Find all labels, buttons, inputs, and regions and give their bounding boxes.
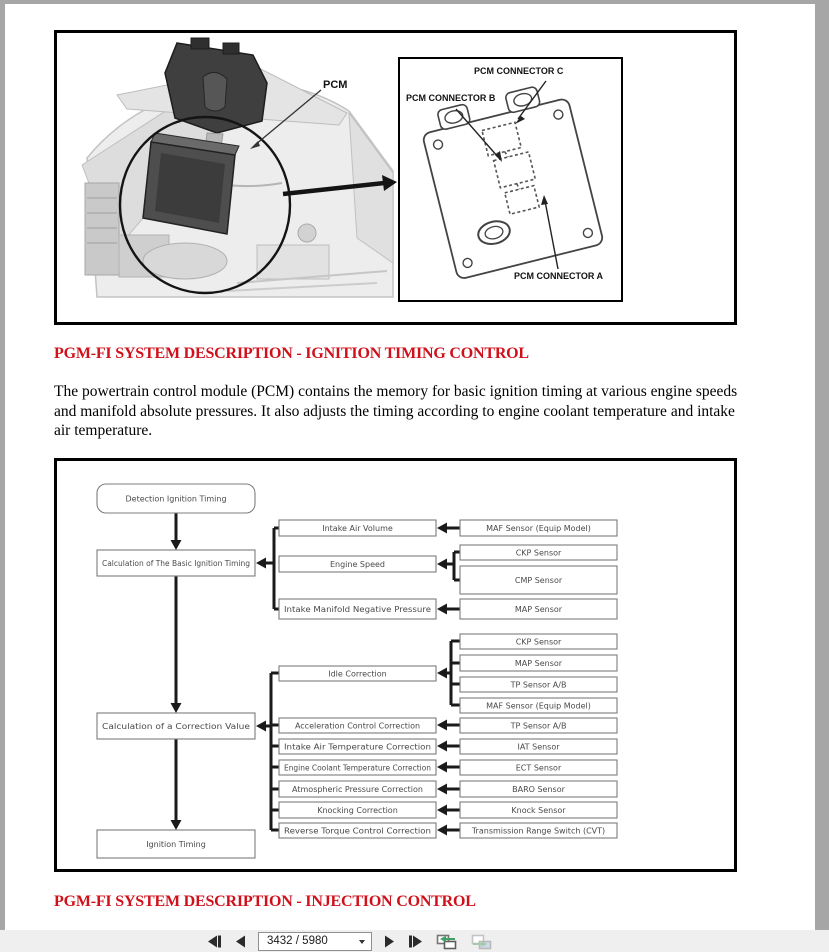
flow-node-label-R5: CKP Sensor bbox=[515, 637, 562, 647]
flow-node-label-R6: MAP Sensor bbox=[514, 658, 563, 668]
flow-node-label-M8: Atmospheric Pressure Correction bbox=[292, 784, 423, 794]
flow-arrowhead bbox=[437, 741, 447, 752]
page-number-dropdown[interactable] bbox=[258, 932, 372, 951]
first-page-icon bbox=[208, 935, 222, 948]
dropdown-caret-icon bbox=[359, 940, 365, 944]
flow-node-label-L1: Detection Ignition Timing bbox=[125, 494, 227, 504]
flow-node-label-R8: MAF Sensor (Equip Model) bbox=[486, 701, 591, 711]
flow-node-label-R10: IAT Sensor bbox=[517, 742, 560, 752]
previous-view-icon bbox=[436, 933, 457, 950]
body-line-1: The powertrain control module (PCM) contains the memory for basic ignition timing at various engine speeds bbox=[54, 383, 738, 400]
page-navigation-controls bbox=[206, 930, 494, 952]
flow-arrowhead bbox=[256, 721, 266, 732]
flow-arrowhead bbox=[437, 523, 447, 534]
pcm-callout-label: PCM bbox=[323, 79, 348, 91]
flow-arrowhead bbox=[437, 805, 447, 816]
flow-arrowhead bbox=[171, 703, 182, 713]
pcm-connector-a-label: PCM CONNECTOR A bbox=[514, 271, 604, 281]
ignition-timing-flowchart bbox=[57, 461, 734, 869]
flow-node-label-R2: CKP Sensor bbox=[515, 548, 562, 558]
flow-arrowhead bbox=[437, 825, 447, 836]
flow-arrowhead bbox=[171, 540, 182, 550]
pdf-page bbox=[5, 4, 815, 930]
ignition-timing-flowchart-figure bbox=[54, 458, 737, 872]
flow-node-label-M5: Acceleration Control Correction bbox=[294, 721, 421, 731]
flow-node-label-R13: Knock Sensor bbox=[511, 805, 566, 815]
previous-page-icon bbox=[236, 935, 246, 948]
first-page-button[interactable] bbox=[206, 932, 224, 950]
flow-node-label-M7: Engine Coolant Temperature Correction bbox=[284, 763, 431, 773]
pcm-connector-inset bbox=[398, 57, 623, 302]
page-number-value: 3432 / 5980 bbox=[267, 935, 328, 947]
flow-arrowhead bbox=[437, 668, 447, 679]
flow-node-label-M10: Reverse Torque Control Correction bbox=[284, 826, 431, 836]
body-line-2: and manifold absolute pressures. It also adjusts the timing according to engine coolant temperature and intake bbox=[54, 402, 735, 420]
flow-node-label-R4: MAP Sensor bbox=[514, 604, 563, 614]
section-heading-ignition-timing: PGM-FI SYSTEM DESCRIPTION - IGNITION TIMING CONTROL bbox=[54, 345, 529, 362]
flow-arrowhead bbox=[437, 604, 447, 615]
section-heading-injection-control: PGM-FI SYSTEM DESCRIPTION - INJECTION CONTROL bbox=[54, 893, 476, 910]
flow-arrowhead bbox=[437, 784, 447, 795]
flow-node-label-R3: CMP Sensor bbox=[514, 575, 563, 585]
flow-node-label-L4: Ignition Timing bbox=[146, 839, 206, 849]
window-background-right bbox=[815, 0, 829, 930]
viewer-toolbar bbox=[0, 930, 829, 952]
flow-node-label-L2: Calculation of The Basic Ignition Timing bbox=[102, 558, 250, 568]
pcm-location-figure bbox=[54, 30, 737, 325]
pcm-connector-b-label: PCM CONNECTOR B bbox=[406, 93, 496, 103]
engine-bay-illustration bbox=[57, 33, 734, 322]
next-page-icon bbox=[384, 935, 394, 948]
next-view-button[interactable] bbox=[469, 932, 494, 950]
flow-node-label-M1: Intake Air Volume bbox=[322, 523, 393, 533]
next-page-button[interactable] bbox=[382, 932, 396, 950]
pcm-connector-c-label: PCM CONNECTOR C bbox=[474, 66, 564, 76]
flow-node-label-M6: Intake Air Temperature Correction bbox=[284, 742, 431, 752]
flow-node-label-R1: MAF Sensor (Equip Model) bbox=[486, 523, 591, 533]
body-line-3: air temperature. bbox=[54, 422, 153, 439]
previous-view-button[interactable] bbox=[434, 932, 459, 950]
flow-arrowhead bbox=[171, 820, 182, 830]
flow-node-label-M3: Intake Manifold Negative Pressure bbox=[284, 604, 432, 614]
flow-node-label-R7: TP Sensor A/B bbox=[510, 680, 567, 690]
previous-page-button[interactable] bbox=[234, 932, 248, 950]
flow-arrowhead bbox=[437, 720, 447, 731]
body-paragraph bbox=[54, 382, 774, 441]
flow-node-label-R12: BARO Sensor bbox=[512, 784, 565, 794]
pcm-module-shape bbox=[143, 133, 239, 234]
last-page-icon bbox=[408, 935, 422, 948]
flow-node-label-M9: Knocking Correction bbox=[317, 805, 398, 815]
flow-arrowhead bbox=[256, 558, 266, 569]
flow-node-label-R9: TP Sensor A/B bbox=[510, 721, 567, 731]
flow-arrowhead bbox=[437, 762, 447, 773]
flow-node-label-L3: Calculation of a Correction Value bbox=[102, 721, 251, 731]
last-page-button[interactable] bbox=[406, 932, 424, 950]
flow-node-label-M4: Idle Correction bbox=[328, 669, 387, 679]
flow-node-label-R11: ECT Sensor bbox=[515, 763, 562, 773]
flow-node-label-R14: Transmission Range Switch (CVT) bbox=[471, 826, 606, 836]
flow-arrowhead bbox=[437, 559, 447, 570]
flow-node-label-M2: Engine Speed bbox=[329, 559, 386, 569]
next-view-icon bbox=[471, 933, 492, 950]
